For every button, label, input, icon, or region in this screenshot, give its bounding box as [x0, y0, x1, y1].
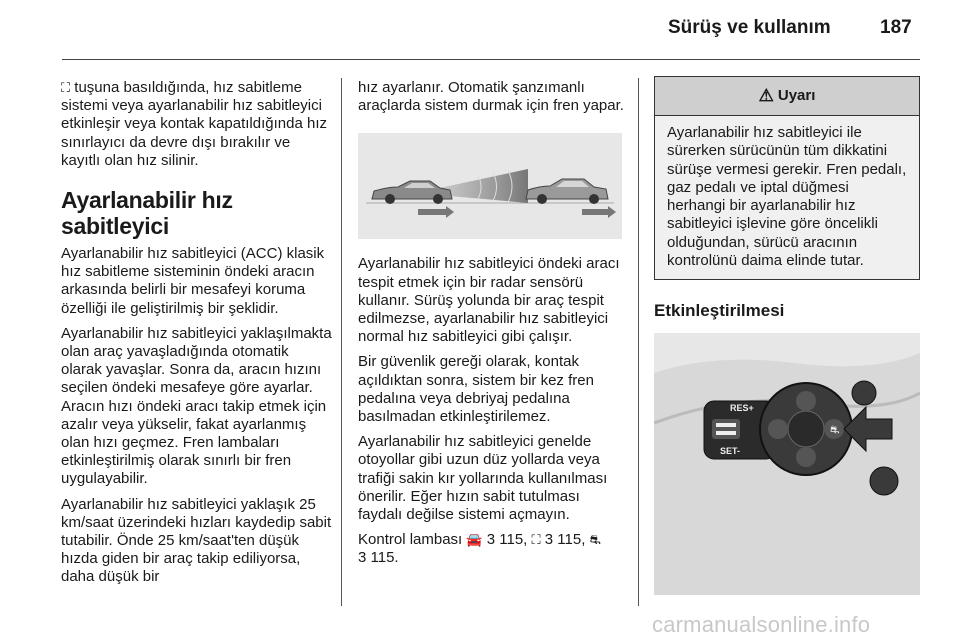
control-pad	[760, 383, 852, 475]
steering-wheel-controls-image	[654, 333, 920, 595]
column-divider-right	[638, 78, 639, 606]
cruise-button-icon: ⛶	[61, 80, 71, 95]
paragraph: Ayarlanabilir hız sabitleyici (ACC) klasik hız sabitleme sisteminin öndeki aracın arkasında belirli bir mesafeyi koruma özelliği ile geliştirilmiş bir şeklidir.	[61, 245, 325, 317]
column-1	[61, 79, 333, 594]
leading-car-icon	[526, 179, 608, 204]
page-reference: 3 115.	[358, 549, 399, 567]
control-lamp-reference	[358, 531, 624, 567]
paragraph: Ayarlanabilir hız sabitleyici genelde otoyollar gibi uzun düz yollarda veya trafiği sakin kır yollarında kullanılması önerilir. Eğer hızın sabit tutulması faydalı değilse sistemi açmayın.	[358, 433, 608, 524]
warning-title: Uyarı	[777, 86, 816, 104]
page-reference: 3 115,	[540, 531, 590, 549]
paragraph: Ayarlanabilir hız sabitleyici yaklaşılmakta olan araç yavaşladığında otomatik olarak yavaşlar. Sonra da, aracın hızını seçilen öndeki mesafeye göre ayarlar. Aracın hızı öndeki aracı takip etmek için azalır veya yükselir, fakat ayarlanmış olan hızı geçmez. Fren lambaları etkinleştirilmiş olarak sınırlı bir fren uygulayabilir.	[61, 324, 332, 488]
page-reference: 3 115,	[482, 531, 532, 549]
page-header	[0, 0, 960, 60]
paragraph: hız ayarlanır. Otomatik şanzımanlı araçlarda sistem durmak için fren yapar.	[358, 79, 624, 115]
section-title: Ayarlanabilir hız sabitleyici	[61, 187, 233, 240]
column-3	[654, 76, 920, 595]
acc-lamp-icon: ⛐	[589, 532, 601, 548]
page-title: Sürüş ve kullanım	[668, 17, 831, 38]
column-divider-left	[341, 78, 342, 606]
res-label: RES+	[730, 402, 754, 413]
warning-triangle-icon: ⚠	[758, 85, 774, 105]
car-lamp-icon: 🚘	[466, 532, 483, 548]
warning-header	[655, 77, 919, 116]
cruise-lamp-icon: ⛶	[531, 532, 541, 548]
direction-arrow-icon	[582, 206, 616, 218]
paragraph: Ayarlanabilir hız sabitleyici öndeki aracı tespit etmek için bir radar sensörü kullanır. Sürüş yolunda bir araç tespit edilmezse, ayarlanabilir hız sabitleyici normal hız sabitleyici gibi çalışır.	[358, 255, 620, 346]
column-2	[358, 79, 624, 575]
page-number: 187	[880, 17, 912, 38]
warning-text: Ayarlanabilir hız sabitleyici ile sürerken sürücünün tüm dikkatini sürüşe vermesi gerekir. Fren pedalı, gaz pedalı ve iptal düğmesi herhangi bir ayarlanabilir hız sabitleyici işlevine göre öncelikli olduğundan, sürücü aracının kontrolünü daima elinde tutar.	[667, 124, 907, 270]
warning-box	[654, 76, 920, 280]
radar-illustration	[358, 133, 622, 239]
control-prefix: Kontrol lambası	[358, 531, 467, 549]
following-car-icon	[372, 181, 452, 204]
radar-cars-image	[358, 133, 622, 239]
subsection-title: Etkinleştirilmesi	[654, 301, 785, 321]
set-label: SET-	[720, 445, 741, 456]
intro-paragraph	[61, 79, 333, 170]
paragraph: Bir güvenlik gereği olarak, kontak açıldıktan sonra, sistem bir kez fren pedalına veya debriyaj pedalına basılmadan etkinleştirilemez.	[358, 353, 594, 426]
direction-arrow-icon	[418, 206, 454, 218]
header-divider	[62, 59, 920, 60]
intro-text: tuşuna basıldığında, hız sabitleme sistemi veya ayarlanabilir hız sabitleyici etkinleşir veya kontak kapatıldığında hız sınırlayıcı da devre dışı bırakılır ve kayıtlı olan hız silinir.	[61, 79, 327, 169]
svg-text:⛐: ⛐	[830, 423, 840, 436]
paragraph: Ayarlanabilir hız sabitleyici yaklaşık 25 km/saat üzerindeki hızları kaydedip sabit tutabilir. Önde 25 km/saat'ten düşük hızda giden bir araç takip ediliyorsa, daha düşük bir	[61, 495, 332, 586]
watermark: carmanualsonline.info	[652, 612, 871, 637]
